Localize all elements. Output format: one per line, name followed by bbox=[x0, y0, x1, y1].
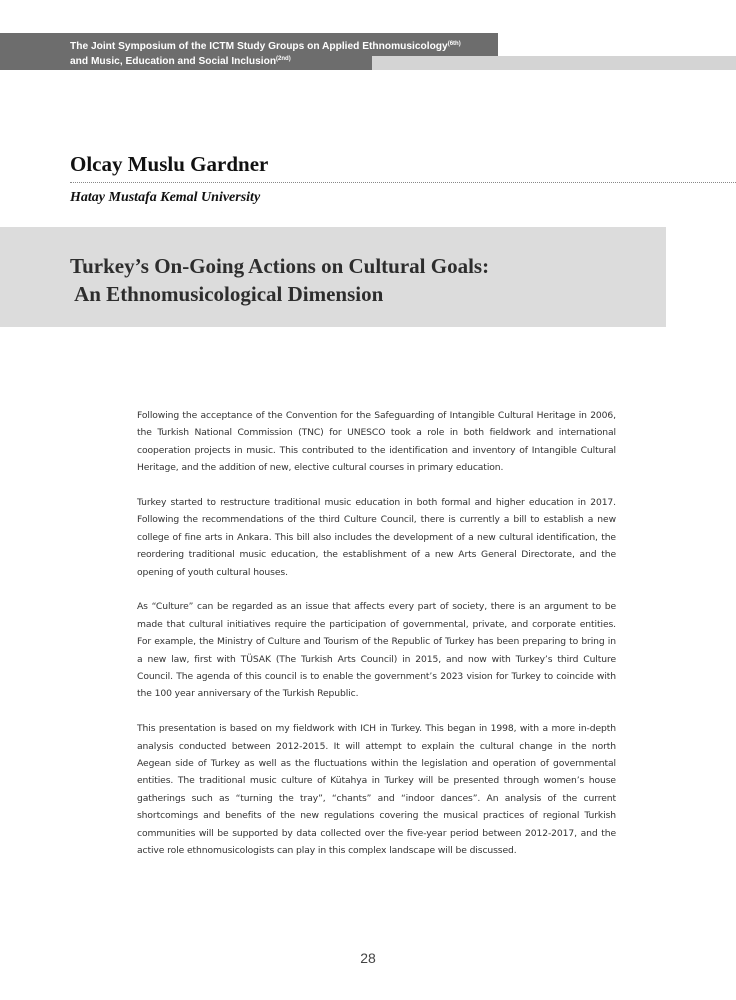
author-affiliation: Hatay Mustafa Kemal University bbox=[70, 190, 261, 205]
running-header bbox=[70, 38, 461, 68]
running-header-line-2: and Music, Education and Social Inclusion$^{(2nd)}$ bbox=[70, 56, 291, 67]
abstract-paragraph: As “Culture” can be regarded as an issue that affects every part of society, there is an argument to be made that cultural initiatives require the participation of governmental, private, and corporate entities. For example, the Ministry of Culture and Tourism of the Republic of Turkey has been preparing to bring in a new law, first with TÜSAK (The Turkish Arts Council) in 2015, and now with Turkey’s third Culture Council. The agenda of this council is to enable the government’s 2023 vision for Turkey to coincide with the 100 year anniversary of the Turkish Republic. bbox=[137, 601, 616, 700]
abstract-paragraph: Turkey started to restructure traditional music education in both formal and higher education in 2017. Following the recommendations of the third Culture Council, there is currently a bill to establish a new college of fine arts in Ankara. This bill also includes the development of a new cultural identification, the reordering traditional music education, the establishment of a new Arts General Directorate, and the opening of youth cultural houses. bbox=[137, 497, 616, 578]
abstract-paragraph: This presentation is based on my fieldwork with ICH in Turkey. This began in 1998, with a more in-depth analysis conducted between 2012-2015. It will attempt to explain the cultural change in the north Aegean side of Turkey as well as the fluctuations within the legislation and operation of governmental entities. The traditional music culture of Kütahya in Turkey will be presented through women’s house gatherings such as “turning the tray”, “chants” and “indoor dances”. An analysis of the current shortcomings and benefits of the new regulations covering the musical practices of regional Turkish communities will be supported by data collected over the five-year period between 2012-2017, and the active role ethnomusicologists can play in this complex landscape will be discussed. bbox=[137, 723, 616, 857]
paper-title-line-1: Turkey’s On-Going Actions on Cultural Goals: bbox=[70, 254, 490, 278]
paper-title bbox=[70, 252, 489, 308]
running-header-line-1: The Joint Symposium of the ICTM Study Groups on Applied Ethnomusicology$^{(6th)}$ bbox=[70, 41, 461, 52]
abstract-body bbox=[137, 407, 616, 877]
author-name: Olcay Muslu Gardner bbox=[70, 152, 269, 176]
paper-title-line-2: An Ethnomusicological Dimension bbox=[70, 282, 384, 306]
abstract-paragraph: Following the acceptance of the Convention for the Safeguarding of Intangible Cultural Heritage in 2006, the Turkish National Commission (TNC) for UNESCO took a role in both fieldwork and international cooperation projects in music. This contributed to the identification and inventory of Intangible Cultural Heritage, and the addition of new, elective cultural courses in primary education. bbox=[137, 410, 616, 474]
page-number: 28 bbox=[360, 950, 376, 966]
author-divider bbox=[70, 182, 736, 183]
